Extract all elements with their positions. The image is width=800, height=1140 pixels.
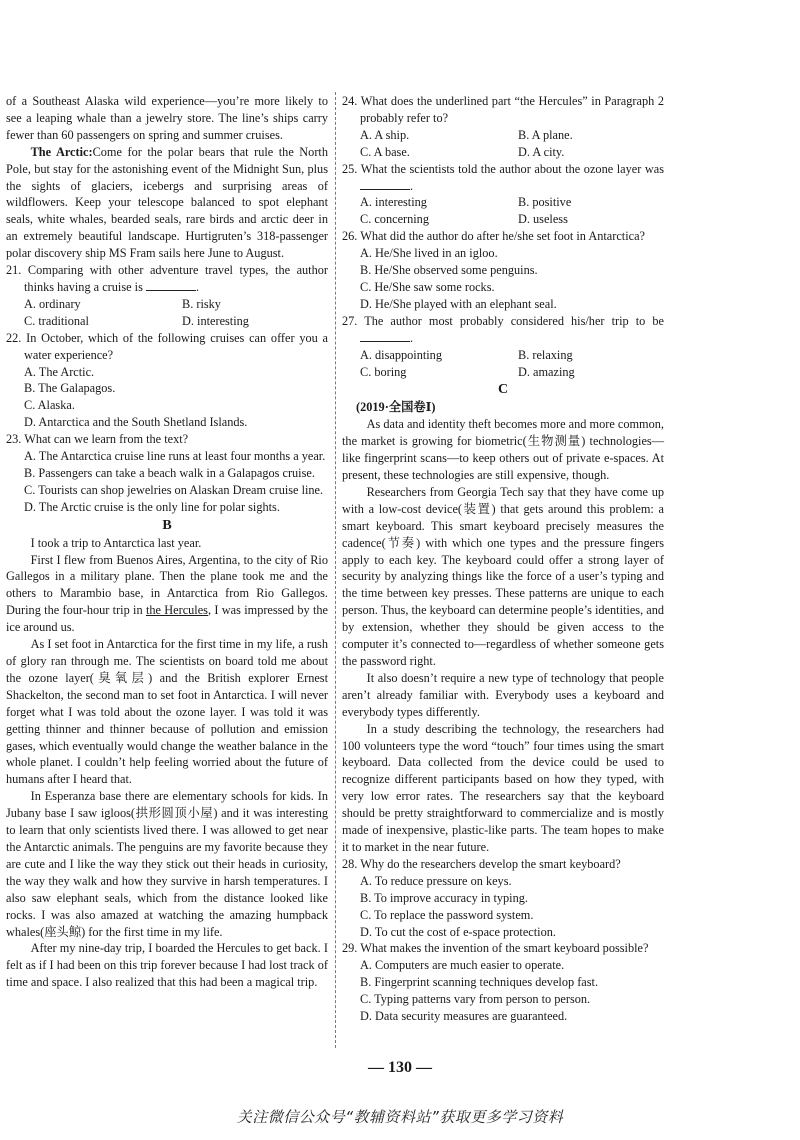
question-27-options-row2: [342, 364, 664, 381]
option-a: A. To reduce pressure on keys.: [360, 873, 512, 888]
footer-watermark: 关注微信公众号“教辅资料站”获取更多学习资料: [236, 1108, 564, 1126]
question-26: [342, 228, 664, 313]
question-23: [6, 431, 328, 516]
question-24-stem: 24. What does the underlined part “the Hercules” in Paragraph 2 probably refer to?: [342, 94, 664, 125]
arctic-label: The Arctic:: [30, 144, 93, 159]
option-a: A. interesting: [360, 195, 427, 210]
question-21-options-row1: [6, 296, 328, 313]
passage-c-p3: It also doesn’t require a new type of technology that people aren’t already familiar with. Everybody uses a keyboard and everybody types differently.: [342, 670, 664, 719]
section-c-source: (2019·全国卷Ⅰ): [356, 400, 436, 415]
underlined-the-hercules: the Hercules: [145, 603, 208, 618]
passage-a-arctic: [6, 144, 328, 262]
option-a: A. Computers are much easier to operate.: [360, 958, 565, 973]
option-d: D. amazing: [518, 364, 575, 379]
passage-c-p1: As data and identity theft becomes more and more common, the market is growing for biometric(生物测量) technologies—like fingerprint scans—to keep others out of private e-spaces. At present, these technologies are still expensive, though.: [342, 417, 664, 483]
option-b: B. He/She observed some penguins.: [360, 263, 538, 278]
passage-c-p2: Researchers from Georgia Tech say that they have come up with a low-cost device(装置) that gets around this problem: a smart keyboard. This smart keyboard precisely measures the cadence(节奏) with which one types and the pressure fingers apply to each key. The keyboard could offer a strong layer of security by analyzing things like the force of a user’s typing and the time between key presses. These patterns are unique to each person. Thus, the keyboard can determine people’s identities, and by extension, whether they should be given access to the computer it’s connected to—regardless of whether someone gets the password right.: [342, 484, 664, 668]
question-29: [342, 940, 664, 1025]
question-24-options-row1: [342, 127, 664, 144]
option-d: D. Antarctica and the South Shetland Islands.: [24, 415, 248, 430]
left-column: [6, 93, 328, 991]
question-24: [342, 93, 664, 161]
option-b: B. Fingerprint scanning techniques develop fast.: [360, 975, 599, 990]
option-a: A. The Antarctica cruise line runs at least four months a year.: [24, 449, 326, 464]
question-21-stem: 21. Comparing with other adventure travel types, the author thinks having a cruise is .: [6, 263, 328, 294]
question-28: [342, 856, 664, 941]
answer-blank: [146, 279, 196, 291]
question-27-stem: 27. The author most probably considered his/her trip to be .: [342, 313, 664, 345]
question-28-stem: 28. Why do the researchers develop the smart keyboard?: [342, 856, 621, 871]
question-27: [342, 313, 664, 381]
option-a: A. He/She lived in an igloo.: [360, 246, 498, 261]
option-d: D. To cut the cost of e-space protection.: [360, 924, 556, 939]
option-c: C. Tourists can shop jewelries on Alaskan Dream cruise line.: [24, 482, 324, 497]
option-c: C. Alaska.: [24, 398, 75, 413]
passage-b-p3: As I set foot in Antarctica for the first time in my life, a rush of glory ran through me. The scientists on board told me about the ozone layer(臭氧层) and the British explorer Ernest Shackelton, the second man to set foot in Antarctica. I will never forget what I was told about the ozone layer. I was told it was getting thinner and thinner because of pollution and emission gases, which eventually would change the weather balance in the whole planet. I couldn’t help feeling worried about the future of humans after I heard that.: [6, 637, 328, 787]
question-23-stem: 23. What can we learn from the text?: [6, 432, 189, 447]
section-b-title: B: [162, 517, 172, 533]
option-c: C. traditional: [24, 313, 89, 328]
option-d: D. A city.: [518, 144, 565, 159]
option-b: B. A plane.: [518, 127, 573, 142]
page-number: — 130 —: [368, 1059, 432, 1076]
option-c: C. To replace the password system.: [360, 907, 534, 922]
option-d: D. interesting: [182, 313, 249, 328]
question-25-options-row2: [342, 211, 664, 228]
option-d: D. The Arctic cruise is the only line for polar sights.: [24, 499, 280, 514]
column-divider: [335, 92, 336, 1048]
option-b: B. relaxing: [518, 347, 573, 362]
question-26-stem: 26. What did the author do after he/she set foot in Antarctica?: [342, 229, 645, 244]
question-24-options-row2: [342, 144, 664, 161]
section-c-title: C: [497, 382, 509, 398]
question-25-options-row1: [342, 194, 664, 211]
question-21-options-row2: [6, 313, 328, 330]
option-b: B. Passengers can take a beach walk in a Galapagos cruise.: [24, 465, 315, 480]
question-21: [6, 262, 328, 330]
answer-blank: [360, 178, 410, 190]
option-a: A. disappointing: [360, 347, 442, 362]
option-c: C. concerning: [360, 212, 429, 227]
question-25: [342, 161, 664, 229]
option-c: C. A base.: [360, 144, 410, 159]
option-a: A. ordinary: [24, 296, 81, 311]
option-d: D. Data security measures are guaranteed.: [360, 1009, 568, 1024]
option-a: A. The Arctic.: [24, 364, 95, 379]
passage-a-continued: of a Southeast Alaska wild experience—you’re more likely to see a leaping whale than a jewelry store. The line’s ships carry fewer than 60 passengers on spring and summer cruises.: [6, 94, 328, 142]
passage-c-p4: In a study describing the technology, the researchers had 100 volunteers type the word “touch” four times using the smart keyboard. Data collected from the device could be used to recognize different participants based on how they typed, with very low error rates. The researchers say that the keyboard should be pretty straightforward to commercialize and is mostly made of inexpensive, plastic-like parts. The team hopes to make it to market in the near future.: [342, 721, 664, 854]
question-25-stem: 25. What the scientists told the author about the ozone layer was .: [342, 161, 664, 193]
option-c: C. Typing patterns vary from person to person.: [360, 992, 591, 1007]
question-27-options-row1: [342, 347, 664, 364]
option-b: B. To improve accuracy in typing.: [360, 890, 528, 905]
passage-b-p1: I took a trip to Antarctica last year.: [30, 535, 202, 550]
passage-b-p4: In Esperanza base there are elementary schools for kids. In Jubany base I saw igloos(拱形圆顶小屋) and it was interesting to learn that only scientists lived there. I was allowed to get near the Antarctic animals. The penguins are my favorite because they are cute and I like the way they stick out their heads in curiosity, the way they walk and how they survive in harsh temperatures. I also saw elephant seals, which from the distance looked like rocks. I was also amazed at watching the amazing humpback whales(座头鲸) for the first time in my life.: [6, 789, 328, 939]
question-22: [6, 330, 328, 431]
option-a: A. A ship.: [360, 127, 410, 142]
option-d: D. useless: [518, 212, 568, 227]
option-c: C. boring: [360, 364, 407, 379]
option-c: C. He/She saw some rocks.: [360, 279, 495, 294]
option-b: B. risky: [182, 296, 221, 311]
arctic-text: Come for the polar bears that rule the North Pole, but stay for the astonishing event of the Midnight Sun, plus the sights of glaciers, icebergs and surprising areas of wildflowers. Keep your telescope balanced to spot elephant seals, white whales, bearded seals, rare birds and arctic deer in an extremely beautiful landscape. Hurtigruten’s 318-passenger polar discovery ship MS Fram sails here June to August.: [6, 144, 328, 261]
option-b: B. positive: [518, 195, 572, 210]
answer-blank: [360, 330, 410, 342]
right-column: [342, 93, 664, 1025]
option-b: B. The Galapagos.: [24, 381, 116, 396]
option-d: D. He/She played with an elephant seal.: [360, 296, 557, 311]
question-29-stem: 29. What makes the invention of the smart keyboard possible?: [342, 941, 649, 956]
passage-b-p5: After my nine-day trip, I boarded the Hercules to get back. I felt as if I had been on this trip forever because I had lost track of time and space. I also realized that this had been a magical trip.: [6, 941, 328, 990]
question-22-stem: 22. In October, which of the following cruises can offer you a water experience?: [6, 330, 328, 362]
passage-b-p2: First I flew from Buenos Aires, Argentina, to the city of Rio Gallegos in a military plane. Then the plane took me and the others to Marambio base, in Antarctica from Rio Gallegos. During the four-hour trip in the Hercules, I was impressed by the ice around us.: [6, 552, 329, 635]
